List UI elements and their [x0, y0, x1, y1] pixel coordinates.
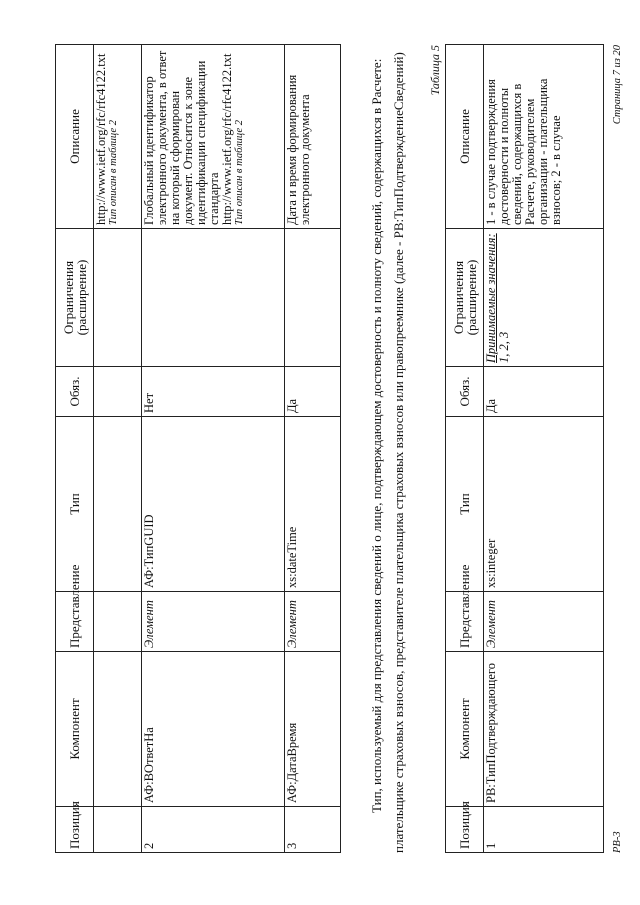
table-row [94, 45, 142, 853]
table-header-row [446, 45, 484, 853]
cell-required: Нет [142, 367, 285, 417]
header-representation: Представление [446, 592, 484, 652]
header-type: Тип [56, 417, 94, 592]
header-type: Тип [446, 417, 484, 592]
cell-component: АФ:ВОтветНа [142, 652, 285, 807]
header-component: Компонент [446, 652, 484, 807]
cell-component [94, 652, 142, 807]
header-constraints: Ограничения (расширение) [446, 229, 484, 367]
cell-representation: Элемент [285, 592, 341, 652]
header-position: Позиция [56, 807, 94, 853]
header-constraints: Ограничения (расширение) [56, 229, 94, 367]
description-url: http://www.ietf.org/rfc/rfc4122.txt [94, 53, 108, 225]
table-type-description-1 [55, 44, 341, 853]
cell-representation: Элемент [142, 592, 285, 652]
cell-representation: Элемент [484, 592, 604, 652]
description-note: Тип описан в таблице 2 [108, 120, 119, 225]
cell-constraints [94, 229, 142, 367]
table-header-row [56, 45, 94, 853]
header-required: Обяз. [56, 367, 94, 417]
table-row [285, 45, 341, 853]
cell-position: 3 [285, 807, 341, 853]
cell-description [142, 45, 285, 229]
cell-component: АФ:ДатаВремя [285, 652, 341, 807]
cell-constraints [484, 229, 604, 367]
cell-description [94, 45, 142, 229]
cell-type: АФ:ТипGUID [142, 417, 285, 592]
constraints-label: Принимаемые значения: [484, 233, 498, 363]
cell-position [94, 807, 142, 853]
table-caption: Таблица 5 [428, 45, 442, 96]
cell-type [94, 417, 142, 592]
cell-position: 1 [484, 807, 604, 853]
cell-constraints [142, 229, 285, 367]
table-row [142, 45, 285, 853]
header-description: Описание [56, 45, 94, 229]
header-position: Позиция [446, 807, 484, 853]
cell-required [94, 367, 142, 417]
cell-component: РВ:ТипПодтверждающего [484, 652, 604, 807]
header-component: Компонент [56, 652, 94, 807]
constraints-values: 1, 2, 3 [497, 331, 511, 363]
footer-doc-code: РВ-3 [612, 831, 623, 853]
header-description: Описание [446, 45, 484, 229]
header-required: Обяз. [446, 367, 484, 417]
cell-type: xs:integer [484, 417, 604, 592]
type-definition-paragraph: Тип, используемый для представления сведений о лице, подтверждающем достоверность и полноту сведений, содержащихся в Расчете: плательщике страховых взносов, представителе плательщика страховых взносов или правопреемнике (далее - РВ:ТипПодтверждениеСведений) [369, 52, 406, 853]
cell-type: xs:dateTime [285, 417, 341, 592]
table-row [484, 45, 604, 853]
cell-description: 1 - в случае подтверждения достоверности и полноты сведений, содержащихся в Расчете, руководителем организации - плательщика взносов; 2 - в случае [484, 45, 604, 229]
cell-representation [94, 592, 142, 652]
table-confirmation-info [445, 44, 604, 853]
description-text: Глобальный идентификатор электронного документа, в ответ на который сформирован документ. Относится к зоне идентификации спецификации стандарта http://www.ietf.org/rfc/rfc4122.txt [142, 50, 234, 225]
cell-constraints [285, 229, 341, 367]
cell-required: Да [285, 367, 341, 417]
footer-page-number: Страница 7 из 20 [612, 45, 623, 125]
cell-required: Да [484, 367, 604, 417]
header-representation: Представление [56, 592, 94, 652]
description-note: Тип описан в таблице 2 [234, 120, 245, 225]
cell-description: Дата и время формирования электронного документа [285, 45, 341, 229]
cell-position: 2 [142, 807, 285, 853]
